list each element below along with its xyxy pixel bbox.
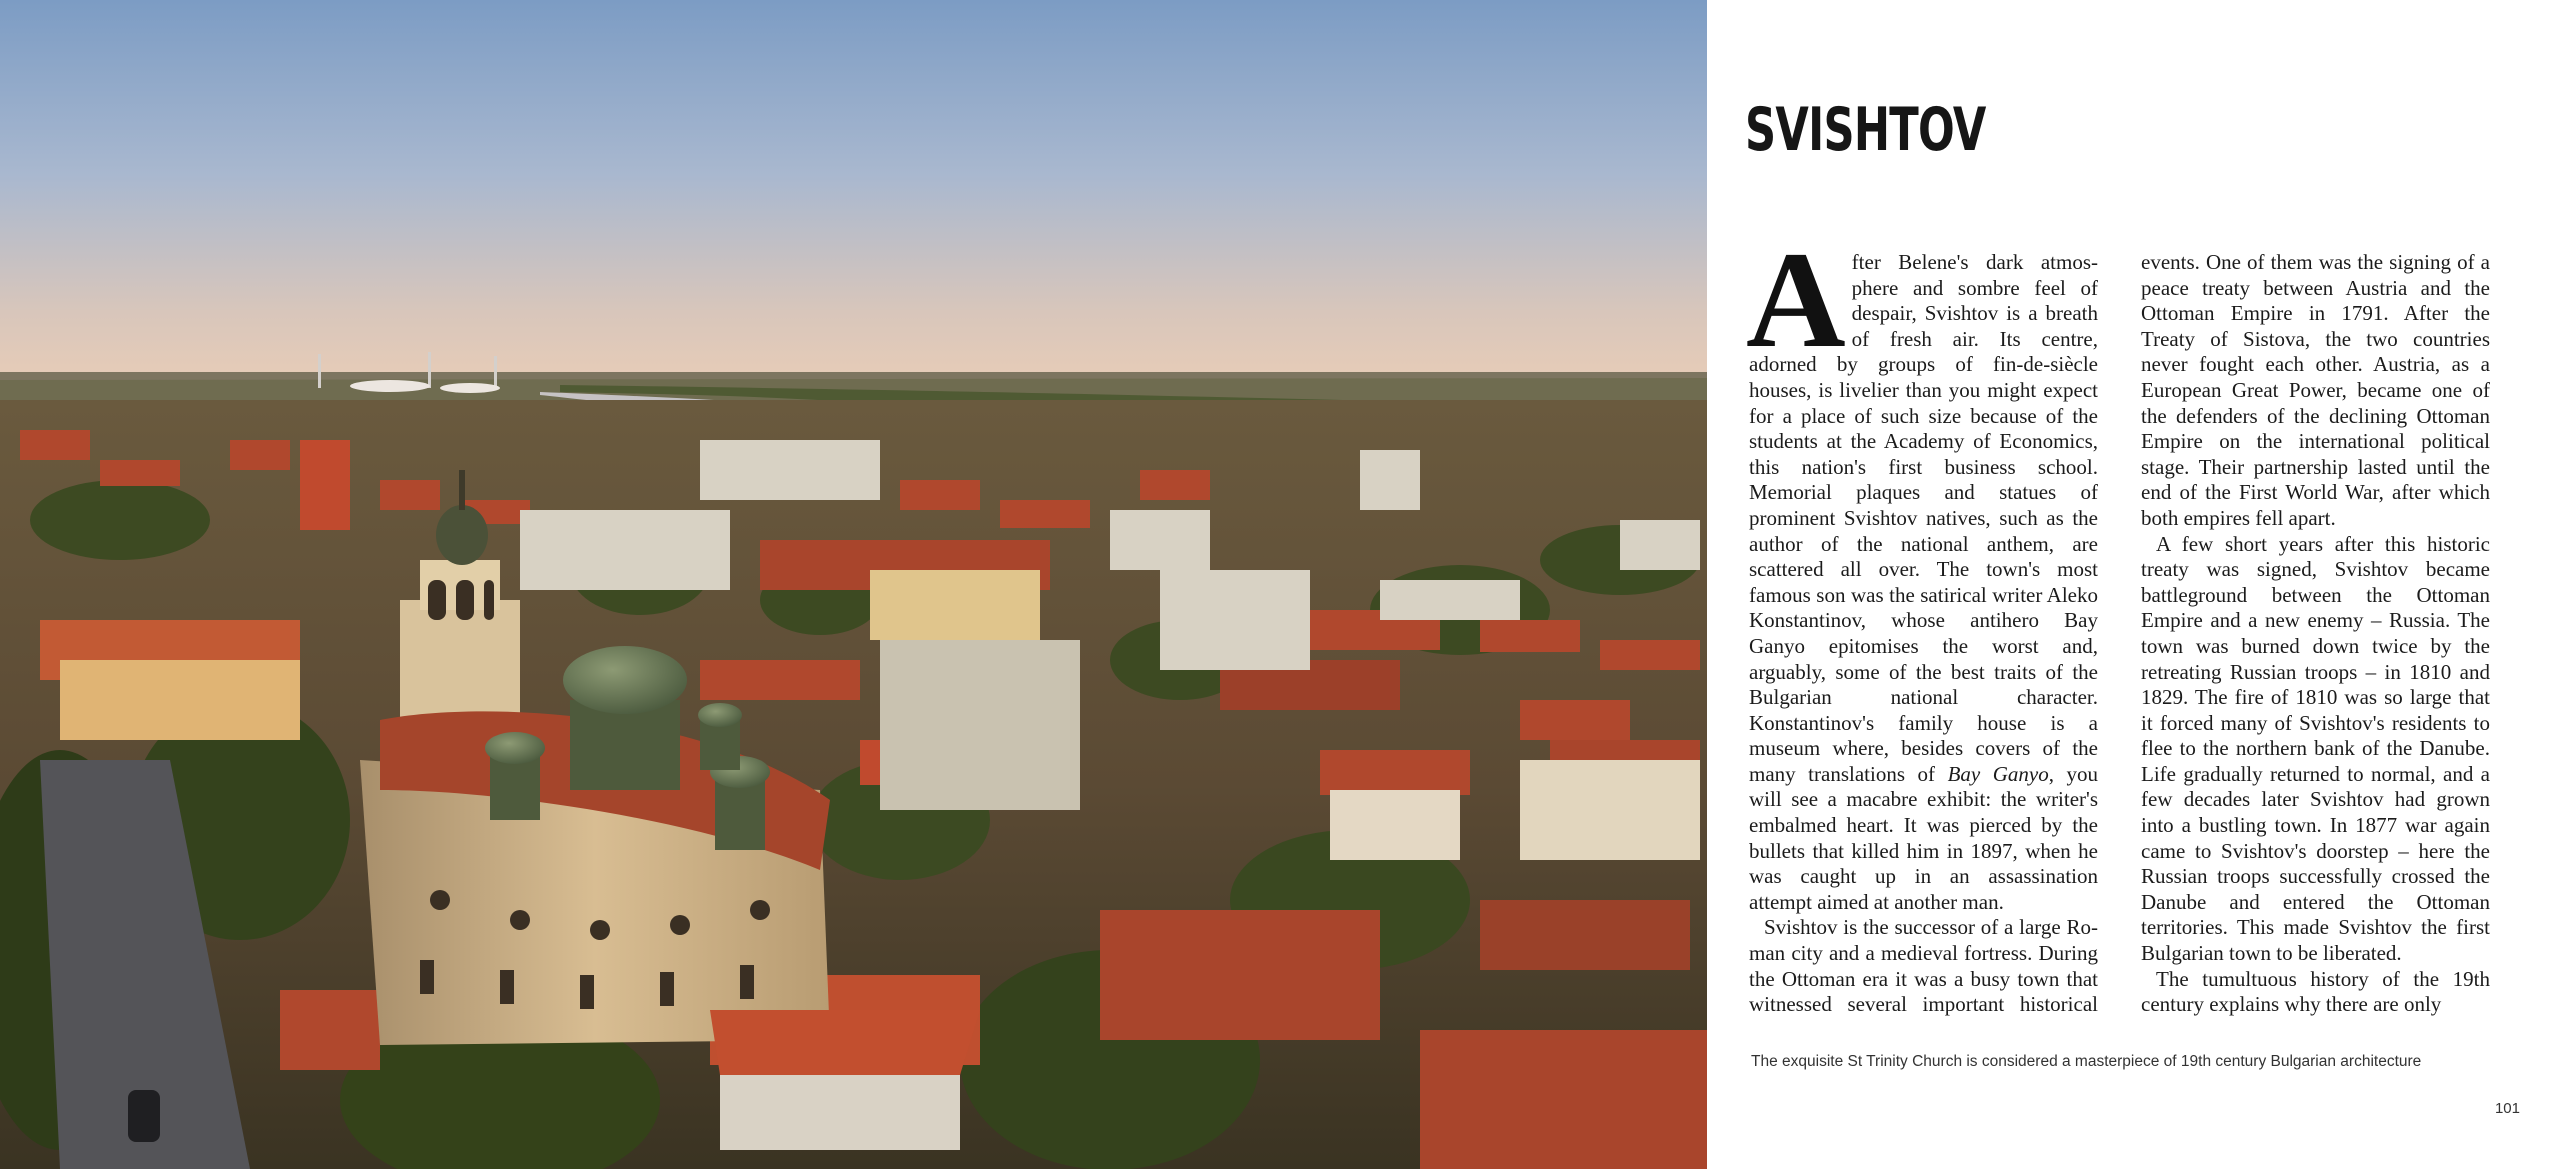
paragraph-continuation: The tumultuous history of the 19th century explains why there are only xyxy=(2141,966,2490,1017)
photo-caption: The exquisite St Trinity Church is considered a masterpiece of 19th century Bulgarian architecture xyxy=(1751,1053,2422,1070)
paragraph-russian-wars: A few short years after this historic treaty was signed, Svishtov became battleground between the Ottoman Empire and a new enemy – Russia. The town was burned down twice by the retreating Russian troops – in 1810 and 1829. The fire of 1810 was so large that it forced many of Svishtov's residents to flee to the northern bank of the Danube. Life gradually returned to normal, and a few decades later Svishtov had grown into a bustling town. In 1877 war again came to Svishtov's doorstep – here the Russian troops successfully crossed the Danube and entered the Ottoman territories. This made Svishtov the first Bulgarian town to be liberated. xyxy=(2141,531,2490,966)
paragraph-intro xyxy=(1746,223,2099,915)
sky xyxy=(0,0,1707,390)
article-title: SVISHTOV xyxy=(1745,95,1986,165)
paragraph-intro-text: fter Belene's dark atmosphere and sombre feel of despair, Svishtov is a breath of fresh air. Its centre, adorned by groups of fin-de-siècle houses, is livelier than you might expect for a place of such size because of the students at the Academy of Economics, this nation's first business school. Memorial plaques and statues of prominent Svishtov natives, such as the author of the national anthem, are scattered all over. The town's most famous son was the satirical writer Aleko Konstantinov, whose antihero Bay Ganyo epitomises the worst and, arguably, some of the best traits of the Bulgarian national character. Konstantinov's family house is a museum where, besides covers of the many translations of xyxy=(1749,250,2098,786)
article-body xyxy=(1746,223,2490,1025)
text-page xyxy=(1707,0,2560,1169)
book-title-italic: Bay Ganyo xyxy=(1947,761,2049,786)
page-number: 101 xyxy=(2494,1100,2520,1117)
paragraph-history: Svishtov is the successor of a large Roman city and a medieval fortress. During the Ottoman era it was a busy town that witnessed several important historical events. One of them was the signing of a peace treaty between Austria and the Ottoman Empire in 1791. After the Treaty of Sistova, the two countries never fought each other. Austria, as a European Great Power, became one of the defenders of the declining Ottoman Empire on the international political stage. Their partnership lasted until the end of the First World War, after which both empires fell apart. xyxy=(1749,250,2490,1017)
front-house xyxy=(710,1010,980,1150)
parked-car xyxy=(128,1090,160,1142)
paragraph-intro-text-end: , you will see a macabre exhibit: the writer's embalmed heart. It was pierced by the bullets that killed him in 1897, when he was caught up in an assassination attempt aimed at another man. xyxy=(1749,761,2099,914)
drop-cap: A xyxy=(1746,223,1846,376)
